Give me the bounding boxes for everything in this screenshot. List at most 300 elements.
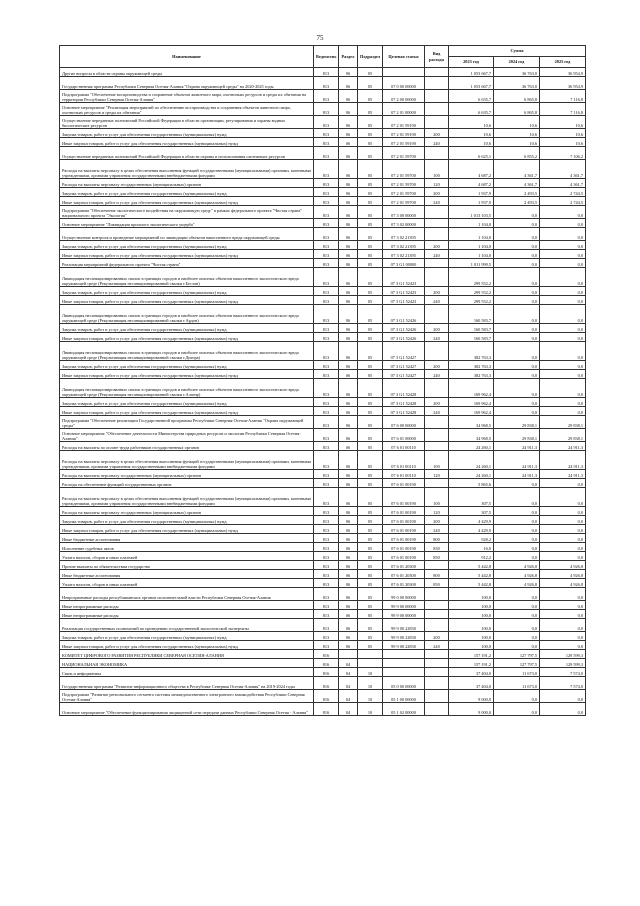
row-section: 06	[339, 116, 358, 129]
row-section: 06	[339, 442, 358, 451]
row-section: 06	[339, 147, 358, 160]
row-ministry: 813	[314, 179, 339, 188]
row-expense	[425, 442, 449, 451]
table-row	[60, 659, 586, 668]
row-expense: 200	[425, 324, 449, 333]
table-row	[60, 561, 586, 570]
table-row	[60, 543, 586, 552]
table-row	[60, 305, 586, 324]
row-sum-2023: 6 635,7	[449, 103, 494, 116]
row-sum-2024: 0,0	[494, 601, 540, 610]
row-expense: 100	[425, 488, 449, 507]
row-expense	[425, 677, 449, 690]
row-sum-2024: 127 797,5	[494, 650, 540, 659]
row-name: Основное мероприятие "Реализация мероприятий по обеспечению воспроизводства и сохранения объектов животного мира, охотничьих ресурсов и среды их обитания"	[60, 103, 314, 116]
table-row	[60, 552, 586, 561]
row-sum-2023: 912,2	[449, 552, 494, 561]
table-row	[60, 179, 586, 188]
row-target: 07 6 01 00190	[383, 516, 425, 525]
row-section: 06	[339, 268, 358, 287]
row-target: 07 3 G1 52426	[383, 305, 425, 324]
row-sum-2024: 0,0	[494, 324, 540, 333]
table-row	[60, 77, 586, 90]
row-section: 06	[339, 228, 358, 241]
row-target	[383, 68, 425, 77]
row-section: 06	[339, 68, 358, 77]
row-sum-2025: 0,0	[540, 268, 586, 287]
row-sum-2023: 307,5	[449, 488, 494, 507]
row-section: 06	[339, 259, 358, 268]
row-sum-2025: 0,0	[540, 619, 586, 632]
row-sum-2023: 1 937,9	[449, 188, 494, 197]
row-section: 06	[339, 342, 358, 361]
row-target: 99 9 00 22830	[383, 619, 425, 632]
row-sum-2024: 36 763,0	[494, 68, 540, 77]
row-target: 07 3 G1 52423	[383, 296, 425, 305]
row-subsection: 05	[358, 241, 383, 250]
row-sum-2024: 24 911,3	[494, 451, 540, 470]
row-section: 04	[339, 703, 358, 716]
header-expense: Вид расхода	[425, 46, 449, 68]
row-subsection: 05	[358, 579, 383, 588]
row-target: 07 3 G1 52427	[383, 361, 425, 370]
row-sum-2025: 0,0	[540, 703, 586, 716]
row-sum-2024: 0,0	[494, 507, 540, 516]
row-ministry: 813	[314, 287, 339, 296]
row-sum-2025: 0,0	[540, 488, 586, 507]
row-expense	[425, 703, 449, 716]
row-subsection: 05	[358, 179, 383, 188]
row-ministry: 813	[314, 429, 339, 442]
row-expense	[425, 601, 449, 610]
row-expense: 200	[425, 188, 449, 197]
row-sum-2023: 169 962,4	[449, 407, 494, 416]
row-ministry: 813	[314, 525, 339, 534]
row-sum-2023: 10,6	[449, 116, 494, 129]
row-name: Уплата налогов, сборов и иных платежей	[60, 552, 314, 561]
row-sum-2025: 0,0	[540, 333, 586, 342]
row-subsection: 05	[358, 333, 383, 342]
row-target: 07 3 G1 52427	[383, 342, 425, 361]
row-target: 07 6 01 00110	[383, 470, 425, 479]
row-ministry: 813	[314, 188, 339, 197]
row-target	[383, 668, 425, 677]
row-sum-2024: 0,0	[494, 641, 540, 650]
row-sum-2025: 10,6	[540, 138, 586, 147]
row-target: 07 3 G1 52428	[383, 379, 425, 398]
table-row	[60, 241, 586, 250]
row-sum-2025: 0,0	[540, 342, 586, 361]
row-sum-2024: 10,6	[494, 138, 540, 147]
row-sum-2024: 0,0	[494, 287, 540, 296]
row-expense	[425, 90, 449, 103]
table-row	[60, 68, 586, 77]
row-ministry: 813	[314, 129, 339, 138]
row-subsection: 10	[358, 668, 383, 677]
row-sum-2025: 24 911,3	[540, 442, 586, 451]
row-expense: 800	[425, 534, 449, 543]
row-sum-2024: 0,0	[494, 241, 540, 250]
row-target: 07 3 G1 52427	[383, 370, 425, 379]
table-row	[60, 677, 586, 690]
row-sum-2023: 1 104,0	[449, 250, 494, 259]
row-name: Расходы на обеспечение функций государственных органов	[60, 479, 314, 488]
row-sum-2024: 0,0	[494, 525, 540, 534]
row-sum-2023: 169 962,4	[449, 379, 494, 398]
row-target: 05 1 02 00000	[383, 703, 425, 716]
row-sum-2023: 6 625,1	[449, 147, 494, 160]
row-name: Подпрограмма "Развитие регионального сегмента системы межведомственного электронного взаимодействия Республики Северная Осетия-Алания"	[60, 690, 314, 703]
row-sum-2025: 0,0	[540, 588, 586, 601]
table-row	[60, 268, 586, 287]
row-sum-2025: 0,0	[540, 250, 586, 259]
row-expense	[425, 268, 449, 287]
table-row	[60, 90, 586, 103]
row-name: Основное мероприятие "Обеспечение деятельности Министерства природных ресурсов и экологии Республики Северная Осетия-Алания"	[60, 429, 314, 442]
row-expense	[425, 147, 449, 160]
row-subsection: 05	[358, 525, 383, 534]
row-subsection: 05	[358, 116, 383, 129]
row-sum-2025: 7 574,0	[540, 677, 586, 690]
row-subsection: 05	[358, 451, 383, 470]
row-subsection: 05	[358, 534, 383, 543]
row-expense	[425, 659, 449, 668]
row-sum-2025: 4 926,8	[540, 561, 586, 570]
row-sum-2023: 100,0	[449, 610, 494, 619]
table-row	[60, 668, 586, 677]
row-name: Иные непрограммные расходы	[60, 610, 314, 619]
row-ministry: 813	[314, 451, 339, 470]
row-target: 07 3 G1 52428	[383, 398, 425, 407]
row-subsection: 05	[358, 398, 383, 407]
row-expense: 200	[425, 632, 449, 641]
row-sum-2023: 34 968,5	[449, 429, 494, 442]
row-sum-2024: 29 838,1	[494, 429, 540, 442]
row-section: 06	[339, 470, 358, 479]
row-sum-2023: 160 583,7	[449, 324, 494, 333]
row-ministry: 813	[314, 543, 339, 552]
row-sum-2023: 1 104,0	[449, 241, 494, 250]
table-row	[60, 619, 586, 632]
row-sum-2025: 29 838,1	[540, 416, 586, 429]
row-sum-2025: 7 116,8	[540, 90, 586, 103]
row-expense	[425, 650, 449, 659]
row-sum-2024: 0,0	[494, 407, 540, 416]
row-subsection: 05	[358, 250, 383, 259]
row-sum-2023: 1 011 999,5	[449, 259, 494, 268]
row-expense	[425, 379, 449, 398]
table-row	[60, 416, 586, 429]
row-sum-2023: 160 583,7	[449, 305, 494, 324]
row-name: Расходы на выплаты персоналу государственных (муниципальных) органов	[60, 470, 314, 479]
row-sum-2024: 0,0	[494, 488, 540, 507]
row-sum-2023: 9 000,0	[449, 690, 494, 703]
row-ministry: 813	[314, 488, 339, 507]
table-row	[60, 250, 586, 259]
row-sum-2023: 157 191,2	[449, 659, 494, 668]
row-ministry: 813	[314, 296, 339, 305]
row-subsection: 05	[358, 206, 383, 219]
row-target: 07 6 01 20300	[383, 579, 425, 588]
table-row	[60, 429, 586, 442]
row-section: 06	[339, 305, 358, 324]
row-sum-2025: 10,6	[540, 129, 586, 138]
row-sum-2024: 4 926,8	[494, 561, 540, 570]
row-sum-2023: 100,0	[449, 641, 494, 650]
row-sum-2023: 100,0	[449, 619, 494, 632]
row-sum-2023: 1 013 103,5	[449, 206, 494, 219]
row-ministry: 813	[314, 479, 339, 488]
row-name: Иные закупки товаров, работ и услуг для обеспечения государственных (муниципальных) нужд	[60, 407, 314, 416]
row-target: 07 2 01 00000	[383, 103, 425, 116]
row-section: 06	[339, 103, 358, 116]
row-sum-2025: 10,6	[540, 116, 586, 129]
row-sum-2023: 5 442,8	[449, 570, 494, 579]
row-expense: 100	[425, 160, 449, 179]
row-name: Осуществление переданных полномочий Российской Федерации в области охраны и использования охотничьих ресурсов	[60, 147, 314, 160]
row-sum-2024: 4 926,8	[494, 579, 540, 588]
row-sum-2023: 1 104,0	[449, 228, 494, 241]
header-2024: 2024 год	[494, 57, 540, 68]
table-row	[60, 342, 586, 361]
table-row	[60, 470, 586, 479]
row-sum-2025: 0,0	[540, 507, 586, 516]
row-ministry: 813	[314, 268, 339, 287]
header-sum: Сумма	[449, 46, 586, 57]
row-sum-2025: 0,0	[540, 601, 586, 610]
row-sum-2025: 0,0	[540, 219, 586, 228]
row-subsection: 05	[358, 147, 383, 160]
row-sum-2024: 0,0	[494, 333, 540, 342]
row-target: 07 3 G1 52423	[383, 268, 425, 287]
row-sum-2025: 29 838,1	[540, 429, 586, 442]
row-name: Ликвидация несанкционированных свалок в границах городов и наиболее опасных объектов накопленного экологического вреда окружающей среде (Рекультивация несанкционированной свалки г.Ардон)	[60, 305, 314, 324]
row-subsection: 05	[358, 429, 383, 442]
table-row	[60, 116, 586, 129]
row-sum-2025: 0,0	[540, 259, 586, 268]
row-ministry: 813	[314, 90, 339, 103]
row-expense	[425, 342, 449, 361]
table-row	[60, 188, 586, 197]
table-row	[60, 129, 586, 138]
table-row	[60, 479, 586, 488]
row-expense: 240	[425, 333, 449, 342]
row-sum-2025: 24 911,3	[540, 451, 586, 470]
row-ministry: 813	[314, 250, 339, 259]
row-subsection: 05	[358, 370, 383, 379]
row-sum-2024: 0,0	[494, 552, 540, 561]
row-sum-2024: 11 673,0	[494, 677, 540, 690]
row-name: Иные непрограммные расходы	[60, 601, 314, 610]
row-sum-2024: 0,0	[494, 361, 540, 370]
row-name: Расходы на выплаты персоналу в целях обеспечения выполнения функций государственными (муниципальными) органами, казенными учреждениями, органами управления государственными внебюджетными фондами	[60, 160, 314, 179]
row-section: 06	[339, 77, 358, 90]
row-subsection: 05	[358, 259, 383, 268]
row-sum-2024: 0,0	[494, 370, 540, 379]
row-sum-2023: 4 429,9	[449, 516, 494, 525]
row-section: 06	[339, 588, 358, 601]
row-sum-2024: 0,0	[494, 610, 540, 619]
row-sum-2025: 0,0	[540, 370, 586, 379]
row-sum-2023: 10,6	[449, 138, 494, 147]
row-subsection: 05	[358, 287, 383, 296]
row-sum-2024: 127 797,5	[494, 659, 540, 668]
row-target: 07 0 00 00000	[383, 77, 425, 90]
row-ministry: 816	[314, 659, 339, 668]
row-sum-2024: 0,0	[494, 250, 540, 259]
row-section: 06	[339, 416, 358, 429]
row-section: 06	[339, 206, 358, 219]
row-section: 06	[339, 361, 358, 370]
row-expense: 240	[425, 370, 449, 379]
row-name: Расходы на выплаты персоналу в целях обеспечения выполнения функций государственными (муниципальными) органами, казенными учреждениями, органами управления государственными внебюджетными фондами	[60, 488, 314, 507]
row-expense: 120	[425, 179, 449, 188]
row-subsection: 05	[358, 90, 383, 103]
row-subsection: 05	[358, 188, 383, 197]
row-sum-2024: 0,0	[494, 219, 540, 228]
row-sum-2023: 34 968,5	[449, 416, 494, 429]
row-target: 05 1 00 00000	[383, 690, 425, 703]
row-sum-2024: 4 361,7	[494, 160, 540, 179]
row-target: 05 0 00 00000	[383, 677, 425, 690]
row-sum-2023: 382 763,3	[449, 342, 494, 361]
row-sum-2024: 0,0	[494, 206, 540, 219]
row-subsection: 05	[358, 543, 383, 552]
table-row	[60, 138, 586, 147]
row-section: 06	[339, 543, 358, 552]
row-ministry: 813	[314, 516, 339, 525]
row-section: 06	[339, 296, 358, 305]
row-expense	[425, 103, 449, 116]
row-name: Ликвидация несанкционированных свалок в границах городов и наиболее опасных объектов накопленного экологического вреда окружающей среде (Рекультивация несанкционированной свалки г.Беслан)	[60, 268, 314, 287]
row-ministry: 813	[314, 147, 339, 160]
row-target: 07 3 02 21395	[383, 250, 425, 259]
row-section: 06	[339, 525, 358, 534]
row-sum-2024: 0,0	[494, 543, 540, 552]
row-name: Государственная программа Республики Северная Осетия-Алания "Охрана окружающей среды" на 2020-2025 годы	[60, 77, 314, 90]
row-subsection: 05	[358, 470, 383, 479]
row-sum-2023: 382 763,3	[449, 361, 494, 370]
row-target: 99 0 00 00000	[383, 588, 425, 601]
row-name: Закупка товаров, работ и услуг для обеспечения государственных (муниципальных) нужд	[60, 398, 314, 407]
row-target: 07 2 01 59700	[383, 188, 425, 197]
row-name: Закупка товаров, работ и услуг для обеспечения государственных (муниципальных) нужд	[60, 361, 314, 370]
row-target: 07 3 02 00000	[383, 219, 425, 228]
row-name: Расходы на выплаты персоналу в целях обеспечения выполнения функций государственными (муниципальными) органами, казенными учреждениями, органами управления государственными внебюджетными фондами	[60, 451, 314, 470]
table-row	[60, 160, 586, 179]
table-row	[60, 147, 586, 160]
row-name: Иные закупки товаров, работ и услуг для обеспечения государственных (муниципальных) нужд	[60, 296, 314, 305]
row-subsection: 05	[358, 342, 383, 361]
row-expense	[425, 305, 449, 324]
row-sum-2023: 299 552,2	[449, 268, 494, 287]
row-sum-2024: 0,0	[494, 632, 540, 641]
row-sum-2024: 0,0	[494, 296, 540, 305]
row-sum-2023: 5 442,8	[449, 561, 494, 570]
row-section: 06	[339, 138, 358, 147]
row-sum-2024: 6 855,2	[494, 147, 540, 160]
row-target: 07 3 G1 52426	[383, 324, 425, 333]
row-section: 06	[339, 561, 358, 570]
table-row	[60, 197, 586, 206]
row-target: 07 2 01 59700	[383, 179, 425, 188]
row-ministry: 813	[314, 579, 339, 588]
row-sum-2024: 36 763,0	[494, 77, 540, 90]
row-sum-2023: 4 429,9	[449, 525, 494, 534]
table-row	[60, 296, 586, 305]
row-sum-2024: 2 493,5	[494, 188, 540, 197]
row-subsection: 05	[358, 561, 383, 570]
row-sum-2023: 100,0	[449, 601, 494, 610]
row-name: Основное мероприятие "Ликвидация прошлого экологического ущерба"	[60, 219, 314, 228]
row-sum-2024: 4 926,8	[494, 570, 540, 579]
row-name: Реализация государственных полномочий по проведению государственной экологической экспертизы	[60, 619, 314, 632]
row-subsection: 10	[358, 703, 383, 716]
row-sum-2023: 1 937,9	[449, 197, 494, 206]
row-sum-2025: 0,0	[540, 206, 586, 219]
row-expense: 200	[425, 361, 449, 370]
row-target: 07 3 02 21395	[383, 241, 425, 250]
row-target: 07 6 01 00190	[383, 507, 425, 516]
row-sum-2023: 382 763,3	[449, 370, 494, 379]
row-name: Другие вопросы в области охраны окружающей среды	[60, 68, 314, 77]
row-name: Связь и информатика	[60, 668, 314, 677]
row-name: Расходы на выплаты по оплате труда работников государственных органов	[60, 442, 314, 451]
row-subsection: 05	[358, 129, 383, 138]
row-name: Осуществление контроля и проведение мероприятий по ликвидации объектов накопленного вреда окружающей среды	[60, 228, 314, 241]
row-ministry: 813	[314, 116, 339, 129]
row-ministry: 813	[314, 361, 339, 370]
row-target: 99 9 00 00000	[383, 610, 425, 619]
row-name: Подпрограмма "Обеспечение реализации Государственной программы Республики Северная Осетия-Алания "Охрана окружающей среды"	[60, 416, 314, 429]
row-target: 07 2 01 59190	[383, 116, 425, 129]
row-expense	[425, 619, 449, 632]
row-sum-2025: 129 599,3	[540, 659, 586, 668]
row-sum-2023: 1 053 667,7	[449, 77, 494, 90]
row-subsection: 05	[358, 601, 383, 610]
row-target: 07 3 02 21395	[383, 228, 425, 241]
table-row	[60, 206, 586, 219]
row-section: 06	[339, 488, 358, 507]
row-ministry: 813	[314, 416, 339, 429]
row-target: 07 6 01 00190	[383, 479, 425, 488]
row-section: 06	[339, 370, 358, 379]
row-sum-2023: 169 962,4	[449, 398, 494, 407]
row-section: 06	[339, 601, 358, 610]
row-sum-2023: 37 404,0	[449, 677, 494, 690]
row-target: 07 3 G1 52428	[383, 407, 425, 416]
row-sum-2025: 0,0	[540, 305, 586, 324]
row-name: НАЦИОНАЛЬНАЯ ЭКОНОМИКА	[60, 659, 314, 668]
row-target: 07 3 G1 00000	[383, 259, 425, 268]
header-subsection: Подраздел	[358, 46, 383, 68]
row-sum-2025: 129 599,3	[540, 650, 586, 659]
row-target: 07 6 01 20300	[383, 561, 425, 570]
row-expense: 120	[425, 470, 449, 479]
row-ministry: 816	[314, 668, 339, 677]
row-sum-2025: 0,0	[540, 690, 586, 703]
row-expense	[425, 561, 449, 570]
row-sum-2024: 0,0	[494, 534, 540, 543]
table-row	[60, 407, 586, 416]
row-sum-2025: 0,0	[540, 228, 586, 241]
row-expense: 850	[425, 552, 449, 561]
row-subsection: 05	[358, 268, 383, 287]
row-target: 07 6 01 00110	[383, 442, 425, 451]
row-sum-2024: 11 673,0	[494, 668, 540, 677]
row-sum-2023: 24 260,1	[449, 470, 494, 479]
row-expense: 200	[425, 241, 449, 250]
